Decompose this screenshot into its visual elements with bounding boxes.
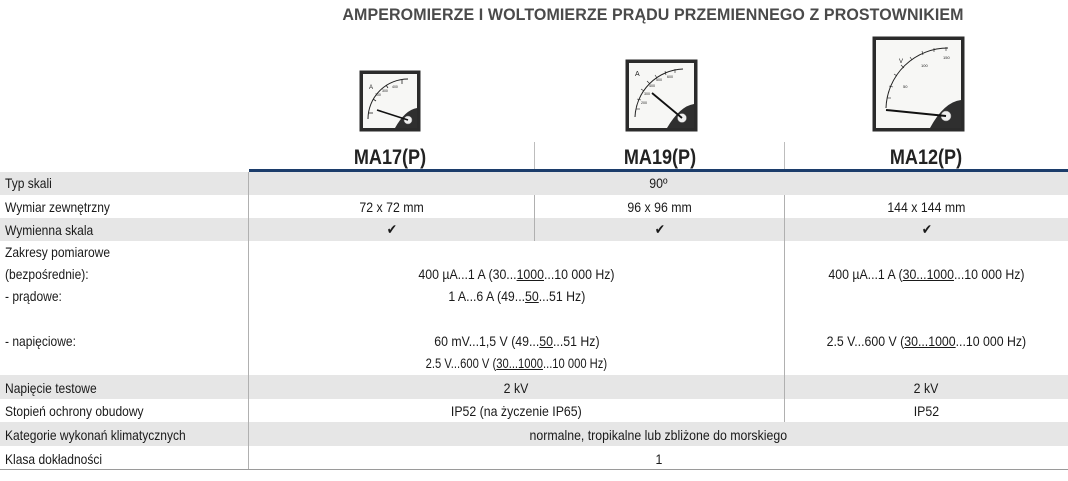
row-label-wymiar: Wymiar zewnętrzny [5,199,110,215]
value-wymiar-ma17: 72 x 72 mm [359,199,424,215]
row-label-stopien-ochrony: Stopień ochrony obudowy [5,403,144,419]
meter-ma19-tick-label: 300 [644,92,650,96]
row-label-typ-skali: Typ skali [5,175,52,191]
row-label-bezposrednie: (bezpośrednie): [5,266,89,282]
row-label-wymienna-skala: Wymienna skala [5,222,94,238]
meter-ma19-tick-label: 500 [656,78,662,82]
row-label-napieciowe: - napięciowe: [5,333,76,349]
value-napiecie-testowe-left: 2 kV [504,380,529,396]
meter-ma12-unit: V [899,59,904,65]
meter-ma19-tick-label: 200 [641,101,647,105]
check-icon: ✔ [921,221,932,237]
row-label-klasa: Klasa dokładności [5,451,103,467]
meter-ma12-tick-label: 100 [921,63,928,68]
value-zakres-napieciowy-1: 60 mV...1,5 V (49...50...51 Hz) [433,333,600,349]
model-ma19-heading: MA19(P) [623,146,697,169]
model-ma12-heading: MA12(P) [889,146,963,169]
value-ochrona-ma12: IP52 [913,403,940,419]
row-label-napiecie-testowe: Napięcie testowe [5,380,97,396]
row-label-pradowe: - prądowe: [5,288,62,304]
meter-ma17-tick-label: 400 [392,85,398,89]
meter-ma19-unit: A [635,71,640,78]
row-label-kategorie: Kategorie wykonań klimatycznych [5,427,186,443]
header-divider [784,142,785,169]
value-ochrona-left: IP52 (na życzenie IP65) [451,403,582,419]
meter-ma19-image [625,59,698,132]
value-zakres-napieciowy-2: 2.5 V...600 V (30...1000...10 000 Hz) [425,355,608,371]
value-zakres-pradowy-ma12: 400 µA...1 A (30...1000...10 000 Hz) [828,266,1025,282]
label-column-divider [248,172,249,469]
meter-ma17-unit: A [369,85,374,91]
table-bottom-border [0,469,1068,470]
value-zakres-pradowy-2: 1 A...6 A (49...50...51 Hz) [448,288,585,304]
header-divider [534,142,535,169]
value-wymiar-ma19: 96 x 96 mm [627,199,692,215]
value-typ-skali: 90º [649,175,668,191]
value-zakres-napieciowy-ma12: 2.5 V...600 V (30...1000...10 000 Hz) [826,333,1027,349]
check-icon: ✔ [386,221,397,237]
row-label-zakresy: Zakresy pomiarowe [5,244,111,260]
meter-ma12-image [872,36,965,132]
meter-ma17-image [359,70,421,132]
model-ma17-heading: MA17(P) [353,146,427,169]
meter-ma19-tick-label: 400 [649,84,655,88]
meter-ma12-tick-label: 50 [903,84,908,89]
value-zakres-pradowy-1: 400 µA...1 A (30...1000...10 000 Hz) [418,266,615,282]
value-wymiar-ma12: 144 x 144 mm [887,199,966,215]
meter-ma12-tick-label: 150 [943,55,950,60]
value-napiecie-testowe-ma12: 2 kV [914,380,939,396]
meter-ma19-tick-label: 600 [667,75,673,79]
page-title: AMPEROMIERZE I WOLTOMIERZE PRĄDU PRZEMIENNEGO Z PROSTOWNIKIEM [342,6,964,24]
meter-ma17-tick-label: 200 [375,93,381,97]
value-kategorie: normalne, tropikalne lub zbliżone do morskiego [529,427,788,443]
check-icon: ✔ [654,221,665,237]
meter-ma17-tick-label: 300 [382,89,388,93]
value-klasa: 1 [655,451,662,467]
